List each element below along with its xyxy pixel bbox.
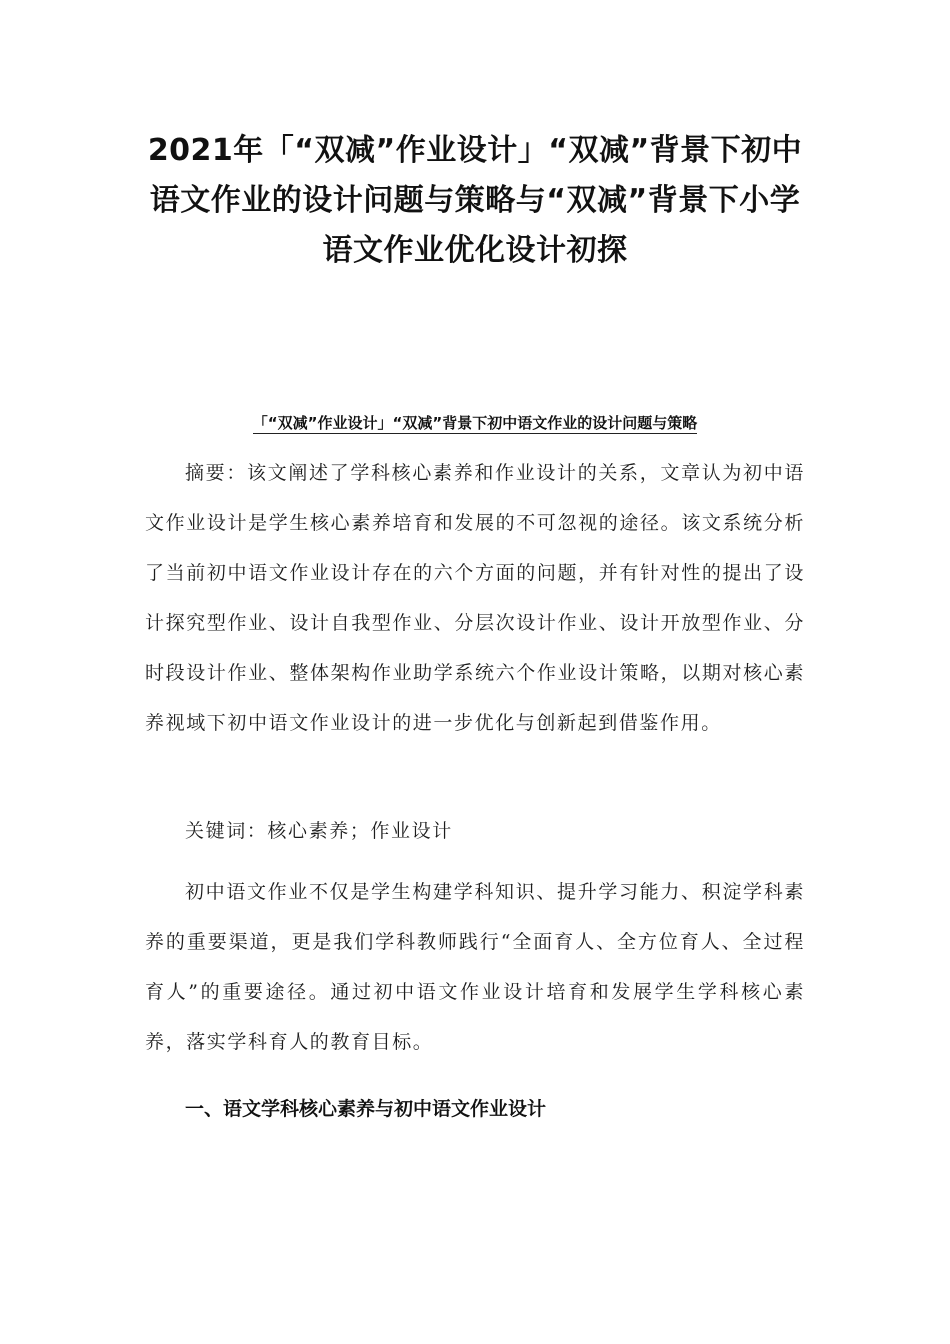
section-title-text: 「“双减”作业设计」“双减”背景下初中语文作业的设计问题与策略: [252, 414, 698, 432]
document-title: 2021年「“双减”作业设计」“双减”背景下初中语文作业的设计问题与策略与“双减”背景下小学语文作业优化设计初探: [147, 133, 803, 268]
heading-level-1: 一、语文学科核心素养与初中语文作业设计: [185, 1098, 547, 1120]
keywords-paragraph: 关键词：核心素养；作业设计: [185, 820, 453, 842]
abstract-paragraph: 摘要：该文阐述了学科核心素养和作业设计的关系，文章认为初中语文作业设计是学生核心素养培育和发展的不可忽视的途径。该文系统分析了当前初中语文作业设计存在的六个方面的问题，并有针对性的提出了设计探究型作业、设计自我型作业、分层次设计作业、设计开放型作业、分时段设计作业、整体架构作业助学系统六个作业设计策略，以期对核心素养视域下初中语文作业设计的进一步优化与创新起到借鉴作用。: [145, 462, 805, 734]
section-title: [140, 410, 810, 436]
intro-paragraph: 初中语文作业不仅是学生构建学科知识、提升学习能力、积淀学科素养的重要渠道，更是我们学科教师践行“全面育人、全方位育人、全过程育人”的重要途径。通过初中语文作业设计培育和发展学生学科核心素养，落实学科育人的教育目标。: [145, 881, 805, 1053]
